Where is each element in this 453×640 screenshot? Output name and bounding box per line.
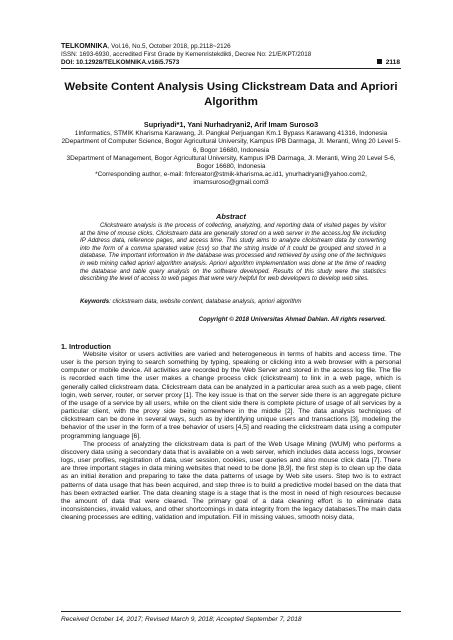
affiliation-1: 1Informatics, STMIK Kharisma Karawang, Jl. Pangkal Perjuangan Km.1 Bypass Karawang 41316, Indonesia [74, 130, 388, 138]
page-number [377, 59, 400, 66]
square-bullet-icon [377, 59, 382, 64]
corresponding-author: *Corresponding author, e-mail: fnfcreator@stmik-kharisma.ac.id1, ynurhadryani@yahoo.com2, imamsuroso@gmail.com3 [95, 171, 367, 187]
author-names: Supriyadi*1, Yani Nurhadryani2, Arif Imam Suroso3 [143, 120, 319, 129]
journal-header [61, 43, 401, 67]
affiliation-3: 3Department of Management, Bogor Agricultural University, Kampus IPB Darmaga, Jl. Meranti, Wing 20 Level 5-6, Bogor 16680, Indonesia [66, 154, 396, 171]
copyright-notice: Copyright © 2018 Universitas Ahmad Dahlan. All rights reserved. [198, 316, 386, 323]
page-number-text: 2118 [385, 59, 400, 66]
introduction-body [61, 351, 401, 522]
doi-line: DOI: 10.12928/TELKOMNIKA.v16i5.7573 [61, 59, 180, 66]
paragraph: The process of analyzing the clickstream data is part of the Web Usage Mining (WUM) who performs a discovery data using a secondary data that is available on a web server, which includes data access logs, browser logs, user profiles, registration of data, user session, cookies, user queries and also mouse click data [7]. There are three important stages in data mining websites that need to be done [8,9], the first step is to clean up the data as an initial iteration and preparing to take the data patterns of usage by Web site users. Step two is to extract patterns of data usage that has been acquired, and step three is to build a predictive model based on the data that has been extracted earlier. The data cleaning stage is a stage that is the most in need of high resources because the amount of data that were cleared. The primary goal of a data cleaning effort is to eliminate data inconsistencies, invalid values, and other shortcomings in data integrity from the legacy databases.The main data cleaning processes are editing, validation and imputation. Fill in missing values, smooth noisy data, [61, 440, 401, 522]
volume-info: , Vol.16, No.5, October 2018, pp.2118~2126 [107, 43, 231, 50]
abstract-heading: Abstract [216, 212, 246, 221]
affiliation-2: 2Department of Computer Science, Bogor Agricultural University, Kampus IPB Darmaga, Jl. Meranti, Wing 20 Level 5-6, Bogor 16680, Indonesia [61, 138, 401, 154]
footer-rule [61, 611, 401, 612]
received-dates: Received October 14, 2017; Revised March 9, 2018; Accepted September 7, 2018 [61, 616, 302, 623]
author-block [61, 121, 401, 188]
keywords-line [80, 298, 386, 306]
header-rule [61, 68, 401, 69]
keywords-text: : clickstream data, website content, database analysis, apriori algorithm [109, 298, 302, 305]
abstract-text: Clickstream analysis is the process of collecting, analyzing, and reporting data of visited pages by visitor at the time of mouse clicks. Clickstream data are generally stored on a web server in the access.log file including IP Address data, reference pages, and access time. This study aims to analyze clickstream data by converting into the form of a comma sparated value (csv) so that the string inside of it could be grouped and stored in a database. The important information in the database was processed and retrieved by using one of the techniques in web mining called apriori algorithm analysis. Apriori algorithm implementation was done at the time of reading the database and table query analysis on the software developed. Results of this study were the statistics describing the level of access to web pages that were very helpful for web developers to develop web sites. [80, 222, 386, 283]
paper-title: Website Content Analysis Using Clickstream Data and Apriori Algorithm [64, 81, 398, 108]
journal-name: TELKOMNIKA [61, 43, 108, 50]
section-heading-introduction: 1. Introduction [61, 342, 111, 351]
keywords-label: Keywords [80, 298, 110, 305]
paragraph: Website visitor or users activities are varied and heterogeneous in terms of habits and access time. The user is the person trying to search something by typing, speaking or clicking into a web browser with a personal computer or mobile device. All activities are recorded by the Web Server and stored in the access log file. The file is recorded each time the user makes a change process click (clickstream) to link in a web page, which is generally called clickstream data. Clickstream data can be analyzed in a particular area such as a web page, client login, web server, router, or server proxy [1]. The key issue is that on the server side there is an aggregate picture of the usage of a service by all users, while on the client side there is complete picture of usage of all services by a particular client, with the proxy side being somewhere in the middle [2]. The data analysis techniques of clickstream can be done in several ways, such as by identifying unique users and transactions [3], modeling the behavior of the user in the form of a tree behavior of users [4,5] and reading the clickstream data using a computer programming language [6]. [61, 351, 401, 440]
issn-line: ISSN: 1693-6930, accredited First Grade by Kemenristekdikti, Decree No: 21/E/KPT/2018 [61, 51, 312, 58]
